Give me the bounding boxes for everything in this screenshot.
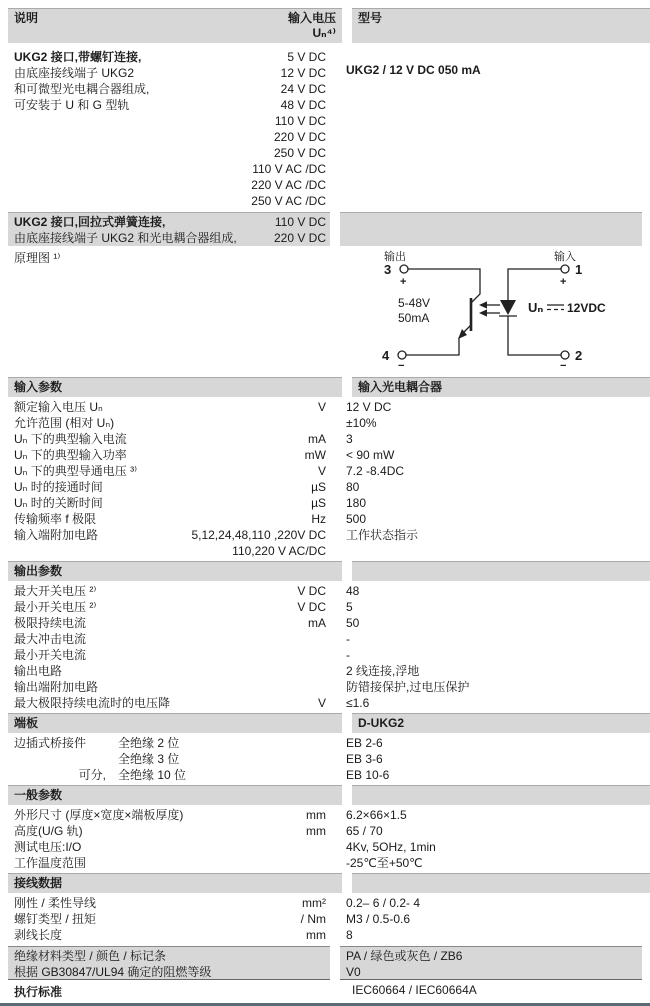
output-terminal-label: 输出 bbox=[384, 251, 406, 263]
param-row bbox=[8, 431, 330, 447]
endplate-value: EB 3-6 bbox=[346, 752, 383, 766]
un-symbol: Uₙ bbox=[528, 300, 544, 315]
param-value: 65 / 70 bbox=[346, 824, 383, 838]
param-label: 刚性 / 柔性导线 bbox=[14, 896, 97, 910]
input-voltage-list bbox=[210, 49, 330, 209]
param-unit: mW bbox=[304, 448, 326, 462]
param-unit: mm bbox=[306, 928, 326, 942]
input-minus-sign: − bbox=[560, 360, 567, 372]
standard-section bbox=[8, 980, 642, 1002]
input-params-rows bbox=[8, 399, 642, 559]
material-value: V0 bbox=[346, 965, 361, 979]
param-row bbox=[8, 479, 330, 495]
voltage-option: 5 V DC bbox=[287, 50, 326, 64]
col-header-un-symbol: Uₙ⁴⁾ bbox=[312, 26, 336, 40]
input-params-header bbox=[8, 375, 642, 399]
param-unit: mA bbox=[308, 432, 326, 446]
variant-spring-description: 由底座接线端子 UKG2 和光电耦合器组成, bbox=[14, 231, 237, 245]
voltage-option: 48 V DC bbox=[280, 98, 326, 112]
param-label: 最小开关电流 bbox=[14, 648, 87, 662]
general-params-right-band bbox=[352, 785, 650, 805]
voltage-option: 220 V AC /DC bbox=[251, 178, 326, 192]
light-arrow-head-1 bbox=[479, 301, 487, 308]
param-row bbox=[8, 463, 330, 479]
general-params-header bbox=[8, 783, 642, 807]
standard-label: 执行标准 bbox=[14, 985, 63, 999]
general-params-title: 一般参数 bbox=[8, 785, 342, 805]
param-row bbox=[8, 679, 330, 695]
param-value: 5 bbox=[346, 600, 353, 614]
header-left-band bbox=[8, 8, 342, 43]
wiring-data-title: 接线数据 bbox=[8, 873, 342, 893]
endplate-row bbox=[8, 735, 330, 751]
schematic-label: 原理图 ¹⁾ bbox=[14, 251, 61, 265]
param-row bbox=[8, 631, 330, 647]
param-value: 3 bbox=[346, 432, 353, 446]
param-value: 2 线连接,浮地 bbox=[346, 664, 420, 678]
variant-screw-section bbox=[8, 45, 642, 209]
description-line: 可安装于 U 和 G 型轨 bbox=[14, 98, 130, 112]
un-value: 12VDC bbox=[567, 301, 606, 315]
voltage-option: 220 V DC bbox=[273, 130, 326, 144]
param-label: 最小开关电压 ²⁾ bbox=[14, 600, 97, 614]
pin-1-label: 1 bbox=[575, 262, 583, 277]
param-value bbox=[340, 543, 642, 559]
input-params-title: 输入参数 bbox=[8, 377, 342, 397]
param-value: 180 bbox=[346, 496, 367, 510]
param-row bbox=[8, 447, 330, 463]
param-label: 最大开关电压 ²⁾ bbox=[14, 584, 97, 598]
param-value: 48 bbox=[346, 584, 360, 598]
voltage-option: 12 V DC bbox=[280, 66, 326, 80]
endplate-model: D-UKG2 bbox=[352, 713, 650, 733]
output-params-header bbox=[8, 559, 642, 583]
param-label: 高度(U/G 轨) bbox=[14, 824, 83, 838]
param-value: ±10% bbox=[346, 416, 377, 430]
param-unit: 5,12,24,48,110 ,220V DC bbox=[191, 528, 326, 542]
param-unit: V bbox=[317, 464, 326, 478]
param-unit: 110,220 V AC/DC bbox=[232, 544, 326, 558]
param-label: 允许范围 (相对 Uₙ) bbox=[14, 416, 115, 430]
variant-spring-description: UKG2 接口,回拉式弹簧连接, bbox=[14, 215, 166, 229]
output-minus-sign: − bbox=[398, 360, 405, 372]
param-unit: V bbox=[317, 400, 326, 414]
param-label: 最大极限持续电流时的电压降 bbox=[14, 696, 171, 710]
param-row bbox=[8, 823, 330, 839]
model-number: UKG2 / 12 V DC 050 mA bbox=[346, 63, 481, 77]
table-header bbox=[8, 6, 642, 45]
voltage-option: 250 V AC /DC bbox=[251, 194, 326, 208]
param-value: - bbox=[346, 632, 350, 646]
output-params-rows bbox=[8, 583, 642, 711]
param-row bbox=[8, 855, 330, 871]
current-rating-label: 50mA bbox=[398, 311, 430, 325]
material-section bbox=[8, 943, 642, 980]
param-value: M3 / 0.5-0.6 bbox=[346, 912, 411, 926]
param-row bbox=[8, 511, 330, 527]
param-label: 输出端附加电路 bbox=[14, 680, 99, 694]
endplate-row bbox=[8, 767, 330, 783]
param-row bbox=[8, 415, 330, 431]
param-value: 6.2×66×1.5 bbox=[346, 808, 407, 822]
variant-spring-section bbox=[8, 209, 642, 246]
input-terminal-label: 输入 bbox=[554, 251, 576, 263]
input-optocoupler-title: 输入光电耦合器 bbox=[352, 377, 650, 397]
param-value: 7.2 -8.4DC bbox=[346, 464, 405, 478]
wiring-data-header bbox=[8, 871, 642, 895]
variant-spring-right-band bbox=[340, 212, 642, 246]
variant-screw-description bbox=[8, 49, 210, 209]
switching-range-label: 5-48V bbox=[398, 296, 431, 310]
param-value: 8 bbox=[346, 928, 353, 942]
param-unit: mA bbox=[308, 616, 326, 630]
general-params-rows bbox=[8, 807, 642, 871]
endplate-left-label bbox=[8, 751, 108, 767]
param-unit: V DC bbox=[297, 600, 326, 614]
param-unit: V bbox=[317, 696, 326, 710]
param-row bbox=[8, 911, 330, 927]
variant-spring-band bbox=[8, 212, 330, 246]
param-unit: mm bbox=[306, 824, 326, 838]
description-line: 由底座接线端子 UKG2 bbox=[14, 66, 135, 80]
param-label: 输入端附加电路 bbox=[14, 528, 99, 542]
param-label: 最大冲击电流 bbox=[14, 632, 87, 646]
param-row bbox=[8, 615, 330, 631]
param-label: 额定输入电压 Uₙ bbox=[14, 400, 103, 414]
output-params-title: 输出参数 bbox=[8, 561, 342, 581]
param-value: 12 V DC bbox=[346, 400, 392, 414]
param-value: ≤1.6 bbox=[346, 696, 370, 710]
output-params-right-band bbox=[352, 561, 650, 581]
param-row bbox=[8, 895, 330, 911]
material-labels-band bbox=[8, 946, 330, 980]
pin-2-label: 2 bbox=[575, 348, 583, 363]
param-unit: / Nm bbox=[300, 912, 326, 926]
endplate-title: 端板 bbox=[8, 713, 342, 733]
param-label: 输出电路 bbox=[14, 664, 63, 678]
variant-spring-voltage: 220 V DC bbox=[273, 231, 326, 245]
wiring-data-right-band bbox=[352, 873, 650, 893]
input-plus-sign: + bbox=[560, 276, 567, 288]
param-row bbox=[8, 647, 330, 663]
light-arrow-head-2 bbox=[479, 309, 487, 316]
param-row bbox=[8, 927, 330, 943]
param-label: 传输频率 f 极限 bbox=[14, 512, 97, 526]
param-value: 4Kv, 5OHz, 1min bbox=[346, 840, 436, 854]
endplate-value: EB 10-6 bbox=[346, 768, 390, 782]
wiring-data-rows bbox=[8, 895, 642, 943]
param-label: 工作温度范围 bbox=[14, 856, 87, 870]
param-label: Uₙ 下的典型导通电压 ³⁾ bbox=[14, 464, 138, 478]
param-unit: Hz bbox=[311, 512, 326, 526]
endplate-left-label: 边插式桥接件 bbox=[14, 736, 87, 750]
schematic-section bbox=[8, 246, 642, 375]
description-line: 和可微型光电耦合器组成, bbox=[14, 82, 150, 96]
pin-3-label: 3 bbox=[384, 262, 392, 277]
param-label: 测试电压:I/O bbox=[14, 840, 82, 854]
material-values-band bbox=[340, 946, 642, 980]
voltage-option: 110 V AC /DC bbox=[252, 162, 326, 176]
header-right-band bbox=[352, 8, 650, 43]
endplate-left-label: 可分, bbox=[78, 768, 106, 782]
param-value: 80 bbox=[346, 480, 360, 494]
voltage-option: 110 V DC bbox=[274, 114, 326, 128]
param-label: Uₙ 下的典型输入功率 bbox=[14, 448, 127, 462]
param-row bbox=[8, 695, 330, 711]
param-row bbox=[8, 807, 330, 823]
param-value: 防错接保护,过电压保护 bbox=[346, 680, 470, 694]
param-unit: V DC bbox=[297, 584, 326, 598]
variant-spring-voltage: 110 V DC bbox=[274, 215, 326, 229]
param-label: 极限持续电流 bbox=[14, 616, 87, 630]
param-label: 螺钉类型 / 扭矩 bbox=[14, 912, 97, 926]
param-unit: µS bbox=[311, 496, 326, 510]
col-header-model: 型号 bbox=[358, 11, 383, 25]
endplate-header bbox=[8, 711, 642, 735]
param-row bbox=[8, 495, 330, 511]
endplate-mid-label: 全绝缘 3 位 bbox=[118, 752, 180, 766]
param-unit: mm bbox=[306, 808, 326, 822]
param-label: Uₙ 时的关断时间 bbox=[14, 496, 103, 510]
param-label: Uₙ 下的典型输入电流 bbox=[14, 432, 127, 446]
param-row bbox=[8, 839, 330, 855]
param-value: < 90 mW bbox=[346, 448, 395, 462]
output-plus-sign: + bbox=[400, 276, 407, 288]
material-label: 绝缘材料类型 / 颜色 / 标记条 bbox=[14, 949, 167, 963]
param-row bbox=[8, 663, 330, 679]
param-row bbox=[8, 599, 330, 615]
param-row bbox=[8, 527, 330, 543]
endplate-value: EB 2-6 bbox=[346, 736, 383, 750]
standard-value: IEC60664 / IEC60664A bbox=[352, 983, 477, 997]
param-value: - bbox=[346, 648, 350, 662]
param-value: 0.2– 6 / 0.2- 4 bbox=[346, 896, 421, 910]
param-label: 剥线长度 bbox=[14, 928, 63, 942]
param-unit: µS bbox=[311, 480, 326, 494]
endplate-rows bbox=[8, 735, 642, 783]
endplate-mid-label: 全绝缘 2 位 bbox=[118, 736, 180, 750]
param-label: Uₙ 时的接通时间 bbox=[14, 480, 103, 494]
description-line: UKG2 接口,带螺钉连接, bbox=[14, 50, 142, 64]
col-header-description: 说明 bbox=[14, 11, 39, 25]
col-header-input-voltage: 输入电压 bbox=[287, 11, 336, 25]
optocoupler-schematic-diagram bbox=[340, 248, 642, 372]
pin-4-label: 4 bbox=[382, 348, 390, 363]
voltage-option: 250 V DC bbox=[273, 146, 326, 160]
param-row bbox=[8, 543, 330, 559]
param-row bbox=[8, 399, 330, 415]
voltage-option: 24 V DC bbox=[280, 82, 326, 96]
material-value: PA / 绿色或灰色 / ZB6 bbox=[346, 949, 463, 963]
endplate-row bbox=[8, 751, 330, 767]
led-diode-symbol bbox=[500, 300, 516, 315]
param-value: -25℃至+50℃ bbox=[346, 856, 423, 870]
material-label: 根据 GB30847/UL94 确定的阻燃等级 bbox=[14, 965, 212, 979]
endplate-mid-label: 全绝缘 10 位 bbox=[118, 768, 187, 782]
param-label: 外形尺寸 (厚度×宽度×端板厚度) bbox=[14, 808, 184, 822]
param-unit: mm² bbox=[302, 896, 326, 910]
param-value: 50 bbox=[346, 616, 360, 630]
param-value: 工作状态指示 bbox=[346, 528, 419, 542]
param-row bbox=[8, 583, 330, 599]
param-value: 500 bbox=[346, 512, 367, 526]
